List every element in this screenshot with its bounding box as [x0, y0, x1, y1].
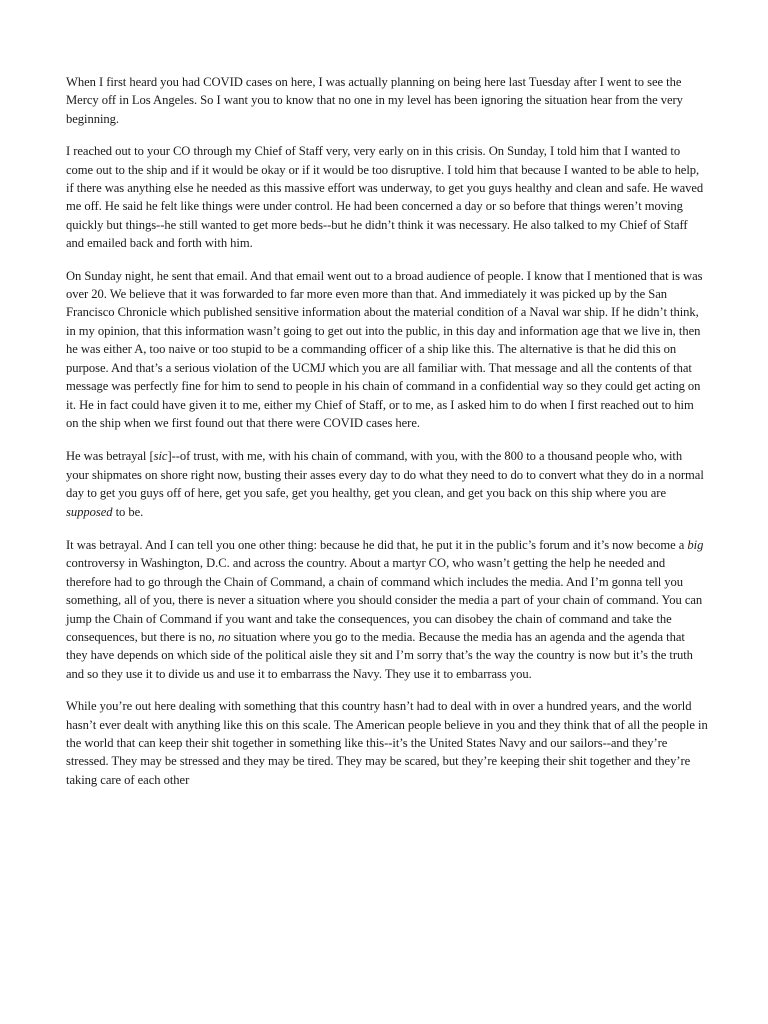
paragraph-2 [66, 142, 708, 252]
paragraph-1 [66, 73, 708, 128]
paragraph-5-text-a: It was betrayal. And I can tell you one other thing: because he did that, he put it in the public’s forum and it’s now become a [66, 537, 688, 552]
paragraph-4-text-a: He was betrayal [ [66, 449, 154, 464]
sic-italic: sic [153, 449, 168, 464]
paragraph-6 [66, 697, 708, 789]
paragraph-6-text: While you’re out here dealing with something that this country hasn’t had to deal with in over a hundred years, and the world hasn’t ever dealt with anything like this on this scale. The American people believe in you and they think that of all the people in the world that can keep their shit together in something like this--it’s the United States Navy and our sailors--and they’re stressed. They may be stressed and they may be tired. They may be scared, but they’re keeping their shit together and they’re taking care of each other [66, 699, 708, 787]
paragraph-3 [66, 267, 708, 433]
big-italic: big [687, 537, 704, 552]
no-italic: no [217, 629, 231, 644]
paragraph-5-text-b: controversy in Washington, D.C. and across the country. About a martyr CO, who wasn’t getting the help he needed and therefore had to go through the Chain of Command, a chain of command which includes the media. And I’m gonna tell you something, all of you, there is never a situation where you should consider the media a part of your chain of command. You can jump the Chain of Command if you want and take the consequences, you can disobey the chain of command and take the consequences, but there is no, [66, 556, 703, 644]
supposed-italic: supposed [66, 504, 113, 519]
paragraph-4 [66, 447, 708, 521]
paragraph-4-text-b: ]--of trust, with me, with his chain of command, with you, with the 800 to a thousand people who, with your shipmates on shore right now, busting their asses every day to do what they need to do to convert what they do in a normal day to get you guys off of here, get you safe, get you healthy, get you clean, and get you back on this ship where you are [66, 449, 704, 501]
paragraph-2-text: I reached out to your CO through my Chief of Staff very, very early on in this crisis. On Sunday, I told him that I wanted to come out to the ship and if it would be okay or if it would be too disruptive. I told him that because I wanted to be able to help, if there was anything else he needed as this massive effort was underway, to get you guys healthy and clean and safe. He waved me off. He said he felt like things were under control. He had been concerned a day or so before that things weren’t moving quickly but things--he still wanted to get more beds--but he didn’t think it was necessary. He also talked to my Chief of Staff and emailed back and forth with him. [66, 144, 704, 251]
paragraph-5 [66, 536, 708, 683]
paragraph-3-text: On Sunday night, he sent that email. And that email went out to a broad audience of people. I know that I mentioned that is was over 20. We believe that it was forwarded to far more even more than that. And immediately it was picked up by the San Francisco Chronicle which published sensitive information about the material condition of a Naval war ship. If he didn’t think, in my opinion, that this information wasn’t going to get out into the public, in this day and information age that we live in, then he was either A, too naive or too stupid to be a commanding officer of a ship like this. The alternative is that he did this on purpose. And that’s a serious violation of the UCMJ which you are all familiar with. That message and all the contents of that message was perfectly fine for him to send to people in his chain of command in a confidential way so they could get acting on it. He in fact could have given it to me, either my Chief of Staff, or to me, as I asked him to do when I first reached out to him on the ship when we first found out that there were COVID cases here. [66, 268, 703, 430]
paragraph-1-text: When I first heard you had COVID cases on here, I was actually planning on being here last Tuesday after I went to see the Mercy off in Los Angeles. So I want you to know that no one in my level has been ignoring the situation hear from the very beginning. [66, 75, 683, 126]
paragraph-4-text-c: to be. [112, 504, 144, 519]
paragraph-5-text-c: situation where you go to the media. Because the media has an agenda and the agenda that they have depends on which side of the political aisle they sit and I’m sorry that’s the way the country is now but it’s the truth and so they use it to divide us and use it to embarrass the Navy. They use it to embarrass you. [66, 629, 693, 681]
